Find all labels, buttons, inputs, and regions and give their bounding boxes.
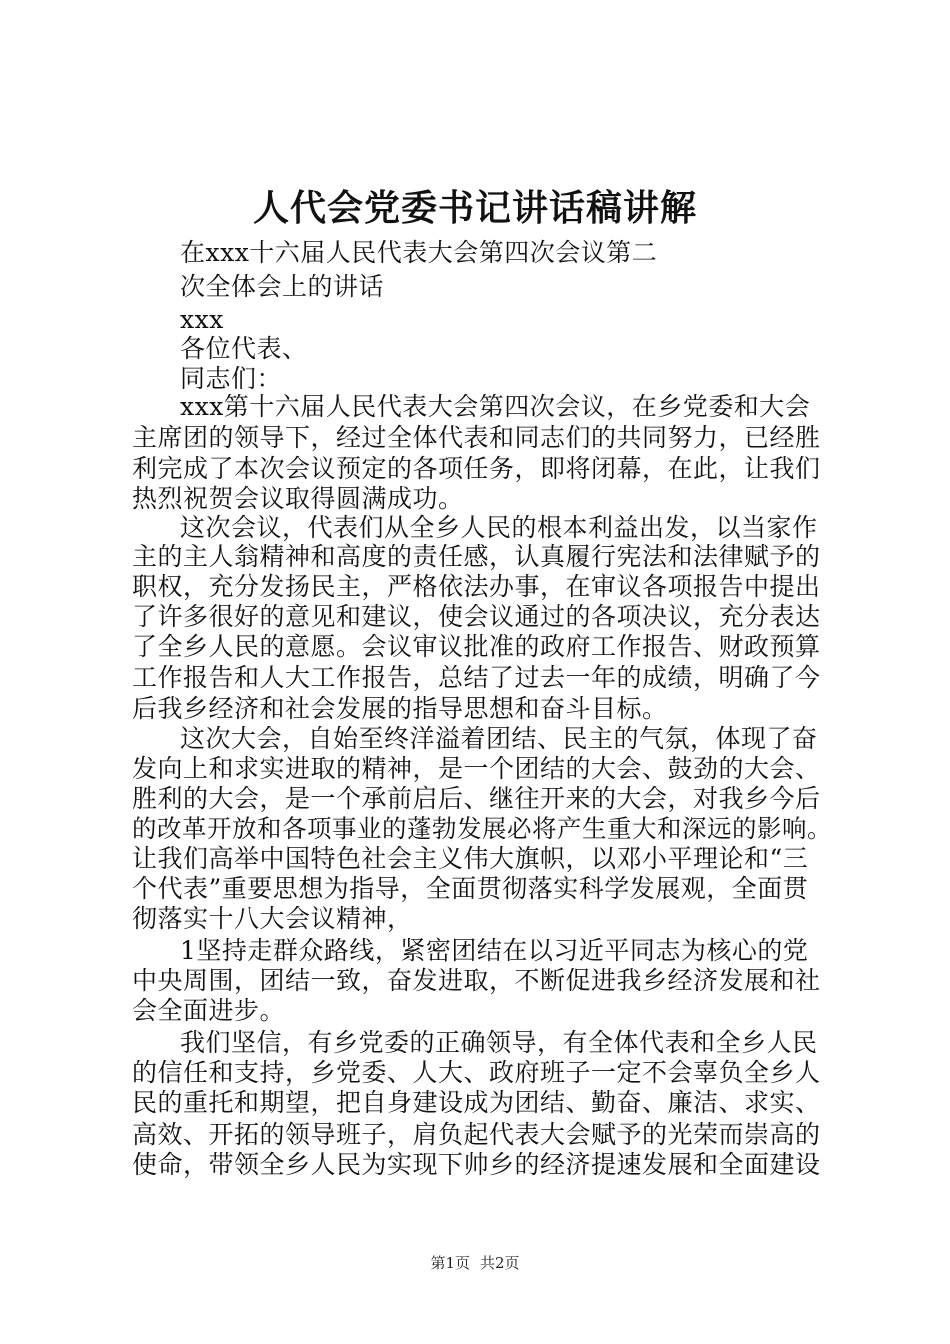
body-line: 高效、开拓的领导班子，肩负起代表大会赋予的光荣而崇高的 [132,1120,821,1149]
subtitle-line: 次全体会上的讲话 [180,272,385,301]
body-line: 职权，充分发扬民主，严格依法办事，在审议各项报告中提出 [132,572,821,601]
body-line: 1坚持走群众路线，紧密团结在以习近平同志为核心的党 [180,936,809,965]
speaker-name: xxx [180,305,224,334]
body-line: 会全面进步。 [132,996,286,1025]
document-title: 人代会党委书记讲话稿讲解 [252,187,697,229]
body-line: 使命，带领全乡人民为实现下帅乡的经济提速发展和全面建设 [132,1150,821,1179]
body-line: 热烈祝贺会议取得圆满成功。 [132,484,464,513]
body-line: 中央周围，团结一致，奋发进取，不断促进我乡经济发展和社 [132,966,821,995]
body-line: 民的重托和期望，把自身建设成为团结、勤奋、廉洁、求实、 [132,1088,821,1117]
body-line: 的信任和支持，乡党委、人大、政府班子一定不会辜负全乡人 [132,1058,821,1087]
salutation-line: 各位代表、 [180,334,308,363]
subtitle-line: 在xxx十六届人民代表大会第四次会议第二 [180,238,658,267]
page-number: 第1页 [430,1254,470,1272]
body-line: 了全乡人民的意愿。会议审议批准的政府工作报告、财政预算 [132,632,821,661]
body-line: 这次大会，自始至终洋溢着团结、民主的气氛，体现了奋 [180,724,818,753]
body-line: 让我们高举中国特色社会主义伟大旗帜，以邓小平理论和“三 [132,844,809,873]
body-line: 了许多很好的意见和建议，使会议通过的各项决议，充分表达 [132,602,821,631]
body-line: 的改革开放和各项事业的蓬勃发展必将产生重大和深远的影响。 [132,814,832,843]
body-line: 彻落实十八大会议精神， [132,904,413,933]
body-line: 后我乡经济和社会发展的指导思想和奋斗目标。 [132,694,668,723]
body-line: 主的主人翁精神和高度的责任感，认真履行宪法和法律赋予的 [132,542,821,571]
body-line: 我们坚信，有乡党委的正确领导，有全体代表和全乡人民 [180,1028,818,1057]
body-line: xxx第十六届人民代表大会第四次会议，在乡党委和大会 [180,392,811,421]
body-line: 主席团的领导下，经过全体代表和同志们的共同努力，已经胜 [132,423,821,452]
salutation-line: 同志们： [180,364,283,393]
body-line: 发向上和求实进取的精神，是一个团结的大会、鼓劲的大会、 [132,754,821,783]
body-line: 工作报告和人大工作报告，总结了过去一年的成绩，明确了今 [132,663,821,692]
body-line: 胜利的大会，是一个承前启后、继往开来的大会，对我乡今后 [132,784,821,813]
body-line: 个代表”重要思想为指导，全面贯彻落实科学发展观，全面贯 [132,874,809,903]
body-line: 这次会议，代表们从全乡人民的根本利益出发，以当家作 [180,513,818,542]
page-total: 共2页 [480,1254,520,1272]
page-footer [0,1252,950,1274]
body-line: 利完成了本次会议预定的各项任务，即将闭幕，在此，让我们 [132,454,821,483]
